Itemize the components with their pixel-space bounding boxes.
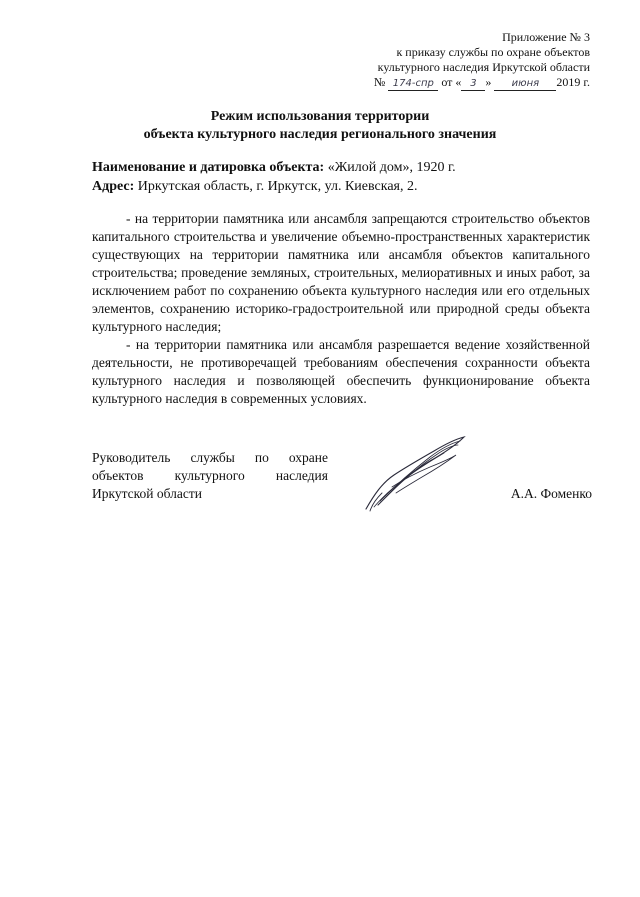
appendix-header	[290, 30, 590, 91]
appendix-number-date	[290, 75, 590, 91]
appendix-order-ref: к приказу службы по охране объектов	[396, 45, 590, 59]
handwritten-month: июня	[494, 78, 556, 91]
object-name-label: Наименование и датировка объекта:	[92, 160, 325, 175]
appendix-authority: культурного наследия Иркутской области	[377, 60, 590, 74]
object-info	[92, 158, 592, 196]
object-name-row	[92, 158, 592, 177]
date-quote-close: »	[485, 75, 492, 89]
object-address-value: Иркутская область, г. Иркутск, ул. Киевская, 2.	[134, 179, 418, 194]
document-title	[60, 108, 580, 144]
date-year: 2019 г.	[556, 75, 590, 89]
object-address-row	[92, 177, 592, 196]
handwritten-order-number: 174-спр	[388, 78, 438, 91]
date-from-label: от «	[441, 75, 462, 89]
regime-text	[92, 210, 590, 408]
title-line-1: Режим использования территории	[210, 109, 430, 124]
object-name-value: «Жилой дом», 1920 г.	[324, 160, 456, 175]
object-address-label: Адрес:	[92, 179, 135, 194]
position-line-3: Иркутской области	[92, 486, 203, 501]
regime-paragraph-prohibited: - на территории памятника или ансамбля запрещаются строительство объектов капитального строительства и увеличение объемно-пространственных характеристик существующих на территории памятника или ансамбля объектов капитального строительства; проведение земляных, строительных, мелиоративных и иных работ, за исключением работ по сохранению объекта культурного наследия или его отдельных элементов, сохранению историко-градостроительной или природной среды объекта культурного наследия;	[92, 211, 590, 334]
handwritten-signature	[360, 435, 480, 515]
position-line-2: объектов культурного наследия	[92, 468, 328, 483]
signature-block	[92, 449, 592, 529]
position-line-1: Руководитель службы по охране	[92, 450, 328, 465]
number-prefix: №	[373, 75, 386, 89]
regime-paragraph-permitted: - на территории памятника или ансамбля разрешается ведение хозяйственной деятельности, не противоречащей требованиям обеспечения сохранности объекта культурного наследия и позволяющей обеспечить функционирование объекта культурного наследия в современных условиях.	[92, 337, 590, 406]
title-line-2: объекта культурного наследия регионального значения	[143, 127, 497, 142]
handwritten-day: 3	[461, 78, 485, 91]
signatory-name: А.А. Фоменко	[510, 486, 592, 501]
appendix-title: Приложение № 3	[502, 30, 590, 44]
signatory-position	[92, 449, 328, 503]
